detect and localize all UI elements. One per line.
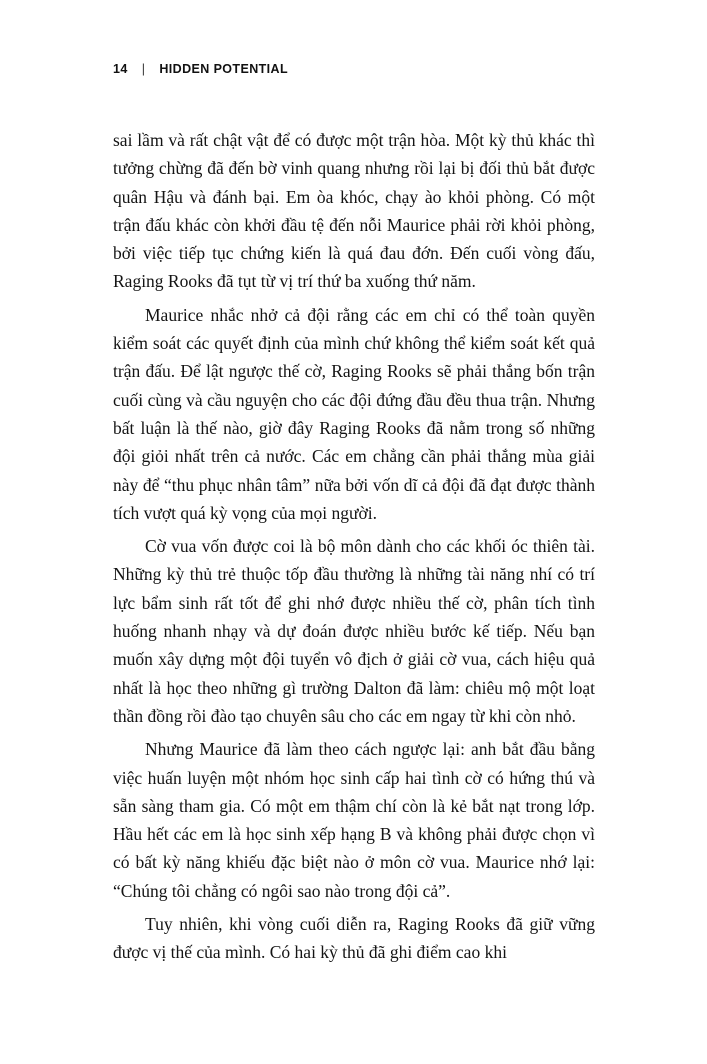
paragraph: Cờ vua vốn được coi là bộ môn dành cho các khối óc thiên tài. Những kỳ thủ trẻ thuộc tốp đầu thường là những tài năng nhí có trí lực bẩm sinh rất tốt để ghi nhớ được nhiều thế cờ, phân tích tình huống nhanh nhạy và dự đoán được nhiều bước kế tiếp. Nếu bạn muốn xây dựng một đội tuyển vô địch ở giải cờ vua, cách hiệu quả nhất là học theo những gì trường Dalton đã làm: chiêu mộ một loạt thần đồng rồi đào tạo chuyên sâu cho các em ngay từ khi còn nhỏ.: [113, 536, 595, 726]
paragraph: sai lầm và rất chật vật để có được một trận hòa. Một kỳ thủ khác thì tưởng chừng đã đến bờ vinh quang nhưng rồi lại bị đối thủ bắt được quân Hậu và đánh bại. Em òa khóc, chạy ào khỏi phòng. Có một trận đấu khác còn khởi đầu tệ đến nỗi Maurice phải rời khỏi phòng, bởi việc tiếp tục chứng kiến là quá đau đớn. Đến cuối vòng đấu, Raging Rooks đã tụt từ vị trí thứ ba xuống thứ năm.: [113, 130, 595, 292]
paragraph: Maurice nhắc nhở cả đội rằng các em chỉ có thể toàn quyền kiểm soát các quyết định của mình chứ không thể kiểm soát kết quả trận đấu. Để lật ngược thế cờ, Raging Rooks sẽ phải thắng bốn trận cuối cùng và cầu nguyện cho các đội đứng đầu đều thua trận. Nhưng bất luận là thế nào, giờ đây Raging Rooks đã nằm trong số những đội giỏi nhất trên cả nước. Các em chẳng cần phải thắng mùa giải này để “thu phục nhân tâm” nữa bởi vốn dĩ cả đội đã đạt được thành tích vượt quá kỳ vọng của mọi người.: [113, 304, 595, 523]
header-separator: |: [141, 62, 146, 76]
running-header: [113, 62, 595, 76]
page-number: 14: [113, 62, 128, 76]
running-head-title: HIDDEN POTENTIAL: [159, 62, 288, 76]
paragraph: Nhưng Maurice đã làm theo cách ngược lại: anh bắt đầu bằng việc huấn luyện một nhóm học sinh cấp hai tình cờ có hứng thú và sẵn sàng tham gia. Có một em thậm chí còn là kẻ bắt nạt trong lớp. Hầu hết các em là học sinh xếp hạng B và không phải được chọn vì có bất kỳ năng khiếu đặc biệt nào ở môn cờ vua. Maurice nhớ lại: “Chúng tôi chẳng có ngôi sao nào trong đội cả”.: [113, 739, 595, 901]
paragraph: Tuy nhiên, khi vòng cuối diễn ra, Raging Rooks đã giữ vững được vị thế của mình. Có hai kỳ thủ đã ghi điểm cao khi: [113, 914, 595, 963]
page-body: [113, 126, 595, 967]
